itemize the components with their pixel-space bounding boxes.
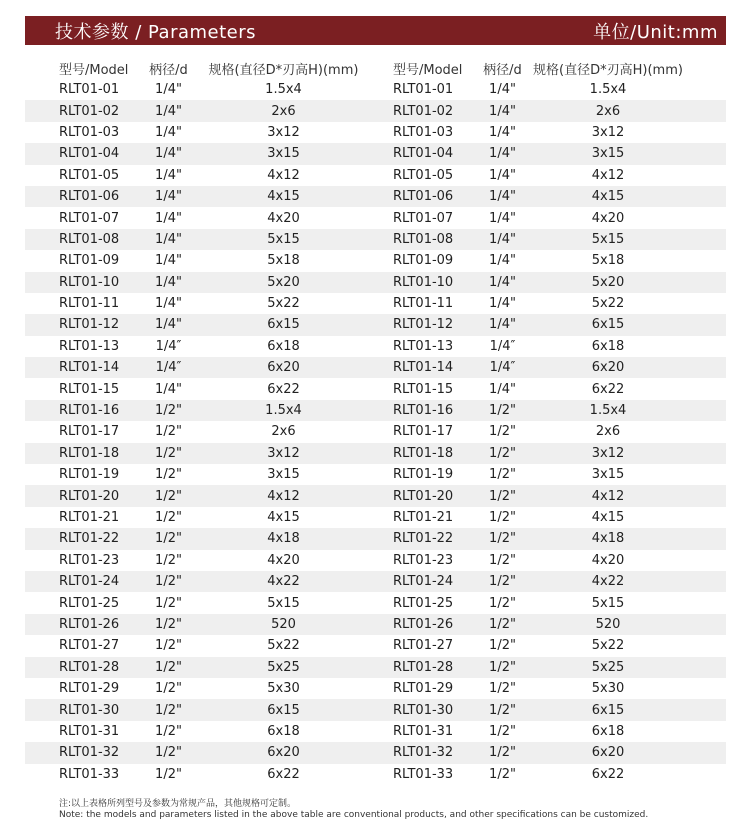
shank-cell-right: 1/2" (489, 616, 516, 632)
shank-cell-right: 1/4" (489, 210, 516, 226)
model-cell: RLT01-29 (59, 681, 120, 697)
spec-cell: 2x6 (271, 424, 296, 440)
shank-cell: 1/2" (155, 659, 182, 675)
model-cell-right: RLT01-21 (393, 510, 454, 525)
shank-cell-right: 1/2" (489, 424, 516, 440)
model-cell: RLT01-06 (59, 189, 120, 205)
spec-cell: 6x20 (267, 360, 300, 376)
model-cell-right: RLT01-33 (393, 766, 454, 782)
model-cell: RLT01-03 (59, 124, 120, 140)
table-body (25, 79, 726, 785)
model-cell-right: RLT01-04 (393, 146, 454, 162)
model-cell: RLT01-10 (59, 274, 120, 290)
model-cell-right: RLT01-01 (393, 82, 454, 98)
model-cell-right: RLT01-22 (393, 531, 454, 547)
column-header-model-right: 型号/Model (393, 63, 463, 78)
spec-cell: 3x12 (267, 445, 300, 461)
shank-cell-right: 1/2" (489, 638, 516, 654)
spec-cell: 6x18 (267, 723, 300, 739)
model-cell-right: RLT01-06 (393, 189, 454, 205)
spec-cell: 4x20 (267, 210, 300, 226)
model-cell: RLT01-25 (59, 595, 120, 611)
spec-cell-right: 5x15 (591, 595, 625, 611)
shank-cell-right: 1/4" (489, 189, 516, 205)
model-cell-right: RLT01-09 (393, 253, 454, 269)
spec-cell: 4x15 (267, 189, 300, 205)
table-row (25, 165, 726, 186)
model-cell: RLT01-05 (59, 167, 120, 183)
spec-cell: 4x12 (267, 167, 300, 183)
spec-cell-right: 6x15 (591, 702, 625, 718)
table-row (25, 721, 726, 742)
shank-cell: 1/4" (155, 189, 182, 205)
shank-cell-right: 1/4" (489, 274, 516, 290)
spec-cell-right: 4x20 (591, 552, 625, 568)
model-cell: RLT01-02 (59, 103, 120, 119)
table-row (25, 443, 726, 464)
model-cell-right: RLT01-20 (393, 488, 454, 504)
model-cell-right: RLT01-27 (393, 638, 454, 654)
table-row (25, 79, 726, 100)
spec-cell-right: 4x18 (591, 531, 625, 547)
model-cell: RLT01-26 (59, 616, 120, 632)
shank-cell: 1/4" (155, 253, 182, 269)
shank-cell: 1/4" (155, 82, 182, 98)
shank-cell: 1/2" (155, 766, 182, 782)
shank-cell: 1/2" (155, 403, 182, 419)
shank-cell-right: 1/4" (489, 317, 516, 333)
shank-cell-right: 1/2" (489, 531, 516, 547)
spec-cell: 5x25 (267, 659, 300, 675)
model-cell: RLT01-22 (59, 531, 120, 547)
spec-cell: 6x22 (267, 766, 300, 782)
spec-cell: 4x20 (267, 552, 300, 568)
model-cell-right: RLT01-30 (393, 702, 454, 718)
header-unit: 单位/Unit:mm (593, 21, 718, 43)
spec-cell: 3x15 (267, 467, 300, 483)
spec-cell-right: 3x15 (591, 146, 625, 162)
table-row (25, 336, 726, 357)
model-cell-right: RLT01-11 (393, 296, 454, 312)
shank-cell-right: 1/2" (489, 403, 516, 419)
model-cell-right: RLT01-03 (393, 124, 454, 140)
spec-cell: 6x22 (267, 381, 300, 397)
spec-cell-right: 6x20 (591, 745, 625, 761)
spec-cell-right: 1.5x4 (589, 403, 627, 419)
spec-cell: 4x22 (267, 574, 300, 590)
model-cell-right: RLT01-12 (393, 317, 454, 333)
table-row (25, 400, 726, 421)
table-row (25, 507, 726, 528)
table-row (25, 229, 726, 250)
table-row (25, 314, 726, 335)
shank-cell-right: 1/2" (489, 552, 516, 568)
shank-cell-right: 1/4" (489, 296, 516, 312)
model-cell: RLT01-12 (59, 317, 120, 333)
model-cell: RLT01-08 (59, 231, 120, 247)
model-cell: RLT01-14 (59, 360, 120, 376)
model-cell: RLT01-04 (59, 146, 120, 162)
table-row (25, 699, 726, 720)
spec-cell: 4x18 (267, 531, 300, 547)
shank-cell: 1/4" (155, 210, 182, 226)
shank-cell-right: 1/2" (489, 467, 516, 483)
shank-cell: 1/2" (155, 574, 182, 590)
spec-cell: 5x15 (267, 231, 300, 247)
spec-cell-right: 3x12 (591, 445, 625, 461)
model-cell: RLT01-09 (59, 253, 120, 269)
table-row (25, 143, 726, 164)
spec-cell: 5x15 (267, 595, 300, 611)
shank-cell: 1/2" (155, 488, 182, 504)
shank-cell-right: 1/4″ (489, 338, 516, 354)
table-row (25, 528, 726, 549)
table-row (25, 250, 726, 271)
table-row (25, 592, 726, 613)
spec-cell: 5x22 (267, 296, 300, 312)
shank-cell-right: 1/4" (489, 231, 516, 247)
spec-cell-right: 6x18 (591, 338, 625, 354)
spec-cell-right: 5x18 (591, 253, 625, 269)
model-cell: RLT01-15 (59, 381, 120, 397)
spec-cell-right: 2x6 (595, 103, 621, 119)
model-cell-right: RLT01-24 (393, 574, 454, 590)
table-row (25, 293, 726, 314)
model-cell: RLT01-31 (59, 723, 120, 739)
model-cell-right: RLT01-08 (393, 231, 454, 247)
spec-cell: 1.5x4 (265, 82, 302, 98)
model-cell-right: RLT01-05 (393, 167, 454, 183)
model-cell: RLT01-27 (59, 638, 120, 654)
model-cell-right: RLT01-14 (393, 360, 454, 376)
spec-cell-right: 4x22 (591, 574, 625, 590)
shank-cell-right: 1/2" (489, 510, 516, 525)
spec-cell: 5x20 (267, 274, 300, 290)
shank-cell: 1/4" (155, 124, 182, 140)
model-cell: RLT01-23 (59, 552, 120, 568)
shank-cell: 1/2" (155, 445, 182, 461)
shank-cell-right: 1/2" (489, 445, 516, 461)
shank-cell: 1/4" (155, 317, 182, 333)
model-cell: RLT01-07 (59, 210, 120, 226)
shank-cell: 1/4" (155, 146, 182, 162)
model-cell-right: RLT01-23 (393, 552, 454, 568)
shank-cell-right: 1/4" (489, 167, 516, 183)
table-row (25, 550, 726, 571)
column-header-shank-right: 柄径/d (483, 63, 522, 78)
shank-cell: 1/4" (155, 296, 182, 312)
shank-cell: 1/2" (155, 552, 182, 568)
shank-cell: 1/2" (155, 510, 182, 525)
shank-cell: 1/2" (155, 723, 182, 739)
table-row (25, 571, 726, 592)
model-cell: RLT01-17 (59, 424, 120, 440)
table-row (25, 100, 726, 121)
parameters-table (25, 58, 726, 785)
table-header-row (25, 58, 726, 79)
spec-cell-right: 6x18 (591, 723, 625, 739)
table-row (25, 207, 726, 228)
model-cell: RLT01-33 (59, 766, 120, 782)
spec-cell-right: 5x20 (591, 274, 625, 290)
parameters-header-bar (25, 16, 726, 45)
column-header-model: 型号/Model (59, 63, 129, 78)
table-row (25, 678, 726, 699)
spec-cell-right: 5x25 (591, 659, 625, 675)
model-cell-right: RLT01-32 (393, 745, 454, 761)
table-row (25, 742, 726, 763)
table-row (25, 614, 726, 635)
spec-cell-right: 5x22 (591, 638, 625, 654)
model-cell-right: RLT01-16 (393, 403, 454, 419)
table-row (25, 357, 726, 378)
model-cell-right: RLT01-15 (393, 381, 454, 397)
spec-cell-right: 6x22 (591, 766, 625, 782)
model-cell-right: RLT01-10 (393, 274, 454, 290)
spec-cell: 6x15 (267, 702, 300, 718)
model-cell: RLT01-01 (59, 82, 120, 98)
model-cell-right: RLT01-18 (393, 445, 454, 461)
shank-cell-right: 1/2" (489, 723, 516, 739)
shank-cell: 1/2" (155, 638, 182, 654)
shank-cell: 1/2" (155, 616, 182, 632)
column-header-shank: 柄径/d (149, 63, 188, 78)
shank-cell-right: 1/2" (489, 766, 516, 782)
shank-cell-right: 1/2" (489, 659, 516, 675)
spec-cell: 3x15 (267, 146, 300, 162)
model-cell: RLT01-16 (59, 403, 120, 419)
spec-cell: 6x15 (267, 317, 300, 333)
column-header-spec-right: 规格(直径D*刃高H)(mm) (533, 63, 683, 78)
table-row (25, 186, 726, 207)
spec-cell: 2x6 (271, 103, 296, 119)
model-cell: RLT01-30 (59, 702, 120, 718)
shank-cell: 1/4" (155, 167, 182, 183)
spec-cell-right: 5x22 (591, 296, 625, 312)
model-cell: RLT01-19 (59, 467, 120, 483)
model-cell: RLT01-21 (59, 510, 120, 525)
shank-cell-right: 1/4" (489, 253, 516, 269)
shank-cell: 1/2" (155, 467, 182, 483)
shank-cell: 1/2" (155, 531, 182, 547)
spec-cell-right: 1.5x4 (589, 82, 627, 98)
shank-cell-right: 1/2" (489, 681, 516, 697)
model-cell: RLT01-28 (59, 659, 120, 675)
shank-cell-right: 1/2" (489, 595, 516, 611)
table-row (25, 464, 726, 485)
spec-cell: 3x12 (267, 124, 300, 140)
shank-cell: 1/4" (155, 231, 182, 247)
shank-cell: 1/4″ (155, 360, 182, 376)
shank-cell-right: 1/2" (489, 702, 516, 718)
spec-cell-right: 4x12 (591, 167, 625, 183)
spec-cell-right: 4x15 (591, 189, 625, 205)
column-header-spec: 规格(直径D*刃高H)(mm) (208, 63, 359, 78)
model-cell-right: RLT01-26 (393, 616, 454, 632)
model-cell: RLT01-20 (59, 488, 120, 504)
model-cell-right: RLT01-02 (393, 103, 454, 119)
spec-cell: 4x12 (267, 488, 300, 504)
shank-cell: 1/4″ (155, 338, 182, 354)
spec-cell: 1.5x4 (265, 403, 302, 419)
spec-cell-right: 5x15 (591, 231, 625, 247)
model-cell-right: RLT01-07 (393, 210, 454, 226)
model-cell: RLT01-11 (59, 296, 120, 312)
header-title: 技术参数 / Parameters (55, 21, 257, 43)
spec-cell: 5x18 (267, 253, 300, 269)
shank-cell: 1/4" (155, 274, 182, 290)
spec-cell-right: 4x12 (591, 488, 625, 504)
shank-cell: 1/2" (155, 424, 182, 440)
shank-cell-right: 1/4" (489, 103, 516, 119)
spec-cell-right: 2x6 (595, 424, 621, 440)
spec-cell: 6x20 (267, 745, 300, 761)
table-row (25, 657, 726, 678)
model-cell: RLT01-18 (59, 445, 120, 461)
note-english: Note: the models and parameters listed in the above table are conventional products, and other specifications can be customized. (59, 810, 649, 820)
table-row (25, 764, 726, 785)
spec-cell-right: 5x30 (591, 681, 625, 697)
spec-cell: 6x18 (267, 338, 300, 354)
spec-cell-right: 6x15 (591, 317, 625, 333)
shank-cell-right: 1/2" (489, 745, 516, 761)
spec-cell: 5x22 (267, 638, 300, 654)
shank-cell: 1/2" (155, 595, 182, 611)
shank-cell: 1/2" (155, 681, 182, 697)
table-row (25, 485, 726, 506)
table-row (25, 635, 726, 656)
spec-cell: 520 (271, 616, 296, 632)
spec-cell: 4x15 (267, 510, 300, 525)
table-row (25, 272, 726, 293)
shank-cell: 1/2" (155, 745, 182, 761)
shank-cell: 1/2" (155, 702, 182, 718)
shank-cell-right: 1/4" (489, 82, 516, 98)
model-cell-right: RLT01-25 (393, 595, 454, 611)
model-cell-right: RLT01-13 (393, 338, 454, 354)
shank-cell-right: 1/4″ (489, 360, 516, 376)
spec-cell-right: 520 (595, 616, 621, 632)
model-cell-right: RLT01-17 (393, 424, 454, 440)
model-cell: RLT01-32 (59, 745, 120, 761)
spec-cell-right: 3x12 (591, 124, 625, 140)
table-row (25, 378, 726, 399)
model-cell-right: RLT01-29 (393, 681, 454, 697)
spec-cell-right: 6x22 (591, 381, 625, 397)
model-cell-right: RLT01-19 (393, 467, 454, 483)
spec-cell-right: 6x20 (591, 360, 625, 376)
model-cell-right: RLT01-31 (393, 723, 454, 739)
shank-cell-right: 1/4" (489, 146, 516, 162)
note-chinese: 注:以上表格所列型号及参数为常规产品，其他规格可定制。 (59, 799, 297, 809)
shank-cell-right: 1/2" (489, 488, 516, 504)
model-cell: RLT01-13 (59, 338, 120, 354)
shank-cell: 1/4" (155, 103, 182, 119)
shank-cell-right: 1/2" (489, 574, 516, 590)
table-row (25, 421, 726, 442)
model-cell-right: RLT01-28 (393, 659, 454, 675)
model-cell: RLT01-24 (59, 574, 120, 590)
spec-cell: 5x30 (267, 681, 300, 697)
shank-cell-right: 1/4" (489, 124, 516, 140)
shank-cell: 1/4" (155, 381, 182, 397)
spec-cell-right: 4x15 (591, 510, 625, 525)
table-row (25, 122, 726, 143)
spec-cell-right: 3x15 (591, 467, 625, 483)
shank-cell-right: 1/4" (489, 381, 516, 397)
spec-cell-right: 4x20 (591, 210, 625, 226)
